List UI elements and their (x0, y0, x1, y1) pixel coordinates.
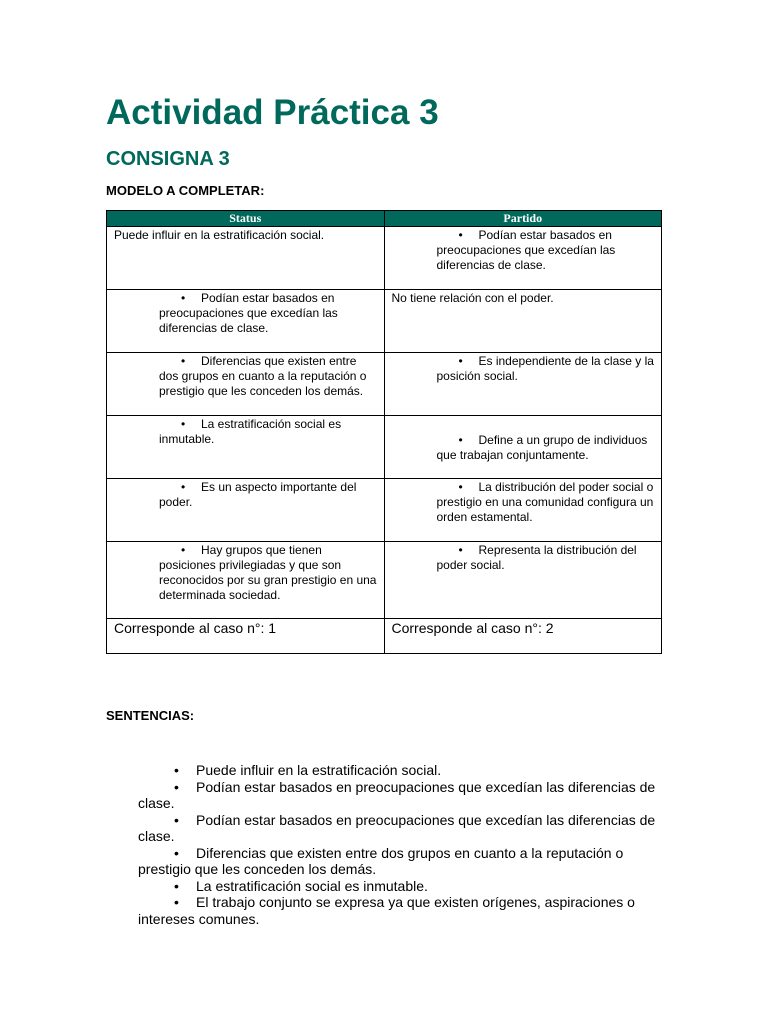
table-row (107, 542, 662, 619)
model-label: MODELO A COMPLETAR: (106, 183, 265, 198)
sentence-text: El trabajo conjunto se expresa ya que existen orígenes, aspiraciones o intereses comunes. (138, 894, 635, 927)
cell-text: Podían estar basados en preocupaciones que excedían las diferencias de clase. (436, 228, 616, 272)
table-row (107, 479, 662, 542)
cell-partido (384, 290, 662, 353)
cell-text: La estratificación social es inmutable. (159, 417, 342, 446)
cell-status (107, 542, 385, 619)
bullet-icon: • (458, 228, 463, 242)
bullet-icon: • (174, 844, 179, 861)
cell-status (107, 416, 385, 479)
case-partido: Corresponde al caso n°: 2 (384, 619, 662, 654)
cell-status (107, 353, 385, 416)
header-status: Status (107, 211, 385, 227)
list-item (138, 845, 658, 878)
cell-partido (384, 416, 662, 479)
case-status: Corresponde al caso n°: 1 (107, 619, 385, 654)
sentences-list (138, 762, 658, 927)
bullet-icon: • (458, 354, 463, 368)
cell-status (107, 290, 385, 353)
cell-text: La distribución del poder social o prestigio en una comunidad configura un orden estamental. (436, 480, 654, 524)
model-table (106, 210, 662, 654)
cell-text: Podían estar basados en preocupaciones que excedían las diferencias de clase. (159, 291, 338, 335)
bullet-icon: • (181, 480, 186, 494)
table-row (107, 353, 662, 416)
bullet-icon: • (181, 291, 186, 305)
bullet-icon: • (458, 480, 463, 494)
bullet-icon: • (174, 877, 179, 894)
table-row (107, 227, 662, 290)
list-item (138, 812, 658, 845)
bullet-icon: • (174, 894, 179, 910)
cell-text: Representa la distribución del poder social. (436, 543, 637, 572)
list-item (138, 878, 658, 895)
cell-text: Es independiente de la clase y la posición social. (436, 354, 654, 383)
bullet-icon: • (181, 543, 186, 557)
bullet-icon: • (174, 811, 179, 828)
section-subtitle: CONSIGNA 3 (106, 148, 230, 170)
cell-partido (384, 227, 662, 290)
cell-text: Define a un grupo de individuos que trabajan conjuntamente. (436, 433, 648, 462)
cell-status (107, 479, 385, 542)
header-partido: Partido (384, 211, 662, 227)
sentence-text: Podían estar basados en preocupaciones que excedían las diferencias de clase. (138, 778, 656, 811)
list-item (138, 894, 658, 927)
table-footer-row (107, 619, 662, 654)
page-title: Actividad Práctica 3 (106, 93, 439, 132)
bullet-icon: • (174, 762, 179, 778)
cell-partido (384, 479, 662, 542)
cell-text: Es un aspecto importante del poder. (159, 480, 357, 509)
bullet-icon: • (458, 543, 463, 557)
cell-partido (384, 353, 662, 416)
list-item (138, 779, 658, 812)
sentence-text: Podían estar basados en preocupaciones que excedían las diferencias de clase. (138, 811, 656, 844)
list-item (138, 762, 658, 779)
cell-text: Diferencias que existen entre dos grupos en cuanto a la reputación o prestigio que les conceden los demás. (159, 354, 367, 398)
bullet-icon: • (181, 417, 186, 431)
cell-text: Puede influir en la estratificación social. (114, 228, 325, 242)
table-row (107, 416, 662, 479)
sentence-text: Diferencias que existen entre dos grupos en cuanto a la reputación o prestigio que les conceden los demás. (138, 844, 624, 877)
cell-partido (384, 542, 662, 619)
sentence-text: La estratificación social es inmutable. (196, 877, 428, 894)
bullet-icon: • (458, 433, 463, 447)
bullet-icon: • (174, 778, 179, 795)
cell-text: Hay grupos que tienen posiciones privilegiadas y que son reconocidos por su gran prestigio en una determinada sociedad. (159, 543, 377, 602)
table-row (107, 290, 662, 353)
sentence-text: Puede influir en la estratificación social. (196, 762, 442, 778)
bullet-icon: • (181, 354, 186, 368)
cell-status (107, 227, 385, 290)
sentences-label: SENTENCIAS: (106, 708, 195, 723)
cell-text: No tiene relación con el poder. (391, 291, 554, 305)
